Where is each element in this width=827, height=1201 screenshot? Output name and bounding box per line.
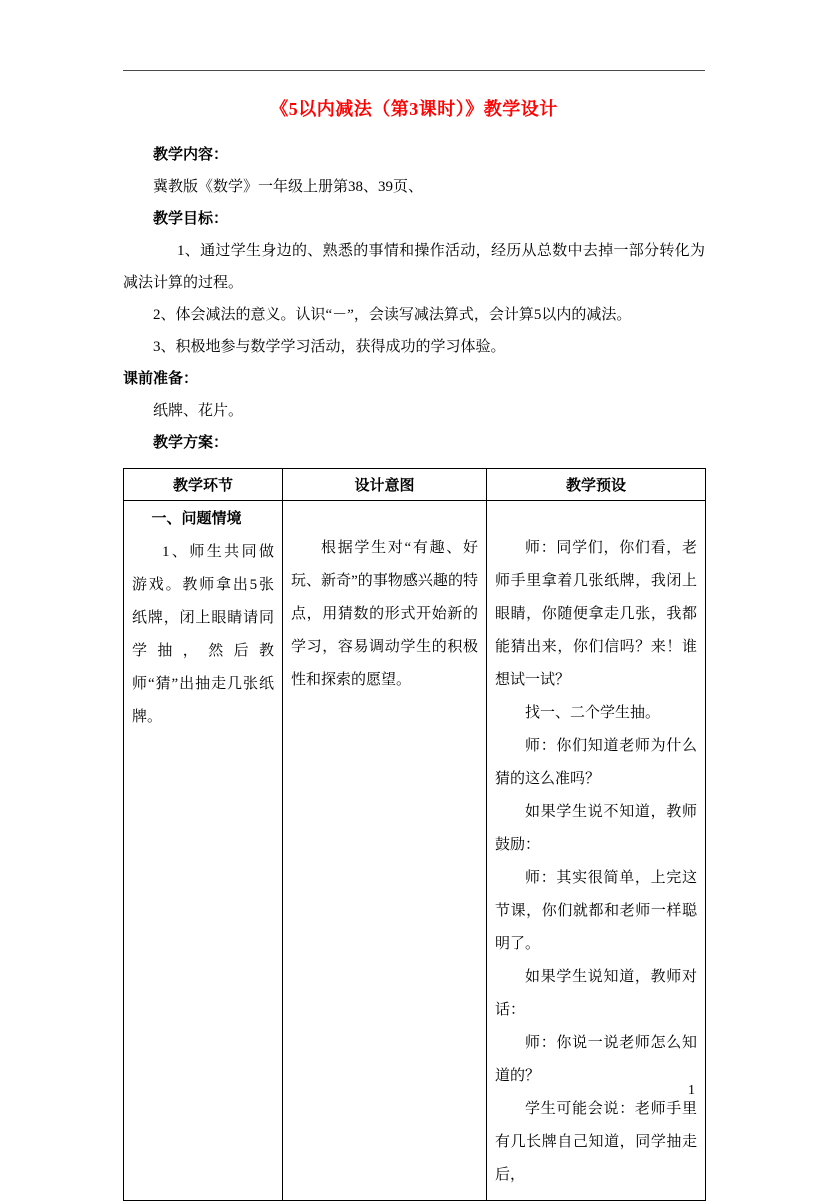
preset-paragraph-1: 师：同学们，你们看，老师手里拿着几张纸牌，我闭上眼睛，你随便拿走几张，我都能猜出来，你们信吗？来！谁想试一试？ [495, 540, 697, 688]
preset-paragraph-4: 如果学生说不知道，教师鼓励： [495, 804, 697, 853]
heading-teaching-plan: 教学方案： [153, 435, 229, 451]
preset-paragraph-7: 师：你说一说老师怎么知道的？ [495, 1035, 697, 1084]
heading-teaching-goals: 教学目标： [153, 211, 229, 227]
paragraph-goal-3: 3、积极地参与数学学习活动，获得成功的学习体验。 [153, 339, 506, 355]
preset-paragraph-2: 找一、二个学生抽。 [525, 705, 661, 721]
cell-teaching-preset [487, 501, 706, 1201]
page-number: 1 [688, 1083, 695, 1098]
table-header-row [124, 469, 706, 501]
design-intent-text: 根据学生对“有趣、好玩、新奇”的事物感兴趣的特点，用猜数的形式开始新的学习，容易调动学生的积极性和探索的愿望。 [291, 540, 478, 688]
preset-paragraph-5: 师：其实很简单，上完这节课，你们就都和老师一样聪明了。 [495, 870, 697, 952]
document-title: 《5以内减法（第3课时）》教学设计 [270, 99, 558, 119]
header-rule [123, 70, 705, 71]
preset-paragraph-8: 学生可能会说：老师手里有几长牌自己知道，同学抽走后， [495, 1101, 697, 1183]
heading-teaching-content: 教学内容： [153, 147, 229, 163]
preset-paragraph-3: 师：你们知道老师为什么猜的这么准吗？ [495, 738, 697, 787]
paragraph-preparation-items: 纸牌、花片。 [153, 403, 244, 419]
cell-design-intent [283, 501, 487, 1201]
column-header-teaching-steps: 教学环节 [124, 469, 283, 501]
paragraph-goal-2: 2、体会减法的意义。认识“－”，会读写减法算式，会计算5以内的减法。 [153, 307, 632, 323]
paragraph-goal-1: 1、通过学生身边的、熟悉的事情和操作活动，经历从总数中去掉一部分转化为减法计算的过程。 [123, 243, 705, 291]
column-header-design-intent: 设计意图 [283, 469, 487, 501]
document-page [123, 70, 705, 1201]
document-body [123, 139, 705, 459]
table-body-row [124, 501, 706, 1201]
step-section-title: 一、问题情境 [151, 511, 242, 527]
heading-class-preparation: 课前准备： [123, 371, 199, 387]
step-description: 1、师生共同做游戏。教师拿出5张纸牌，闭上眼睛请同学抽，然后教师“猜”出抽走几张纸牌。 [132, 544, 274, 725]
lesson-plan-table [123, 468, 706, 1201]
preset-paragraph-6: 如果学生说知道，教师对话： [495, 969, 697, 1018]
column-header-teaching-preset: 教学预设 [487, 469, 706, 501]
paragraph-textbook-reference: 冀教版《数学》一年级上册第38、39页、 [153, 179, 424, 195]
cell-teaching-steps [124, 501, 283, 1201]
